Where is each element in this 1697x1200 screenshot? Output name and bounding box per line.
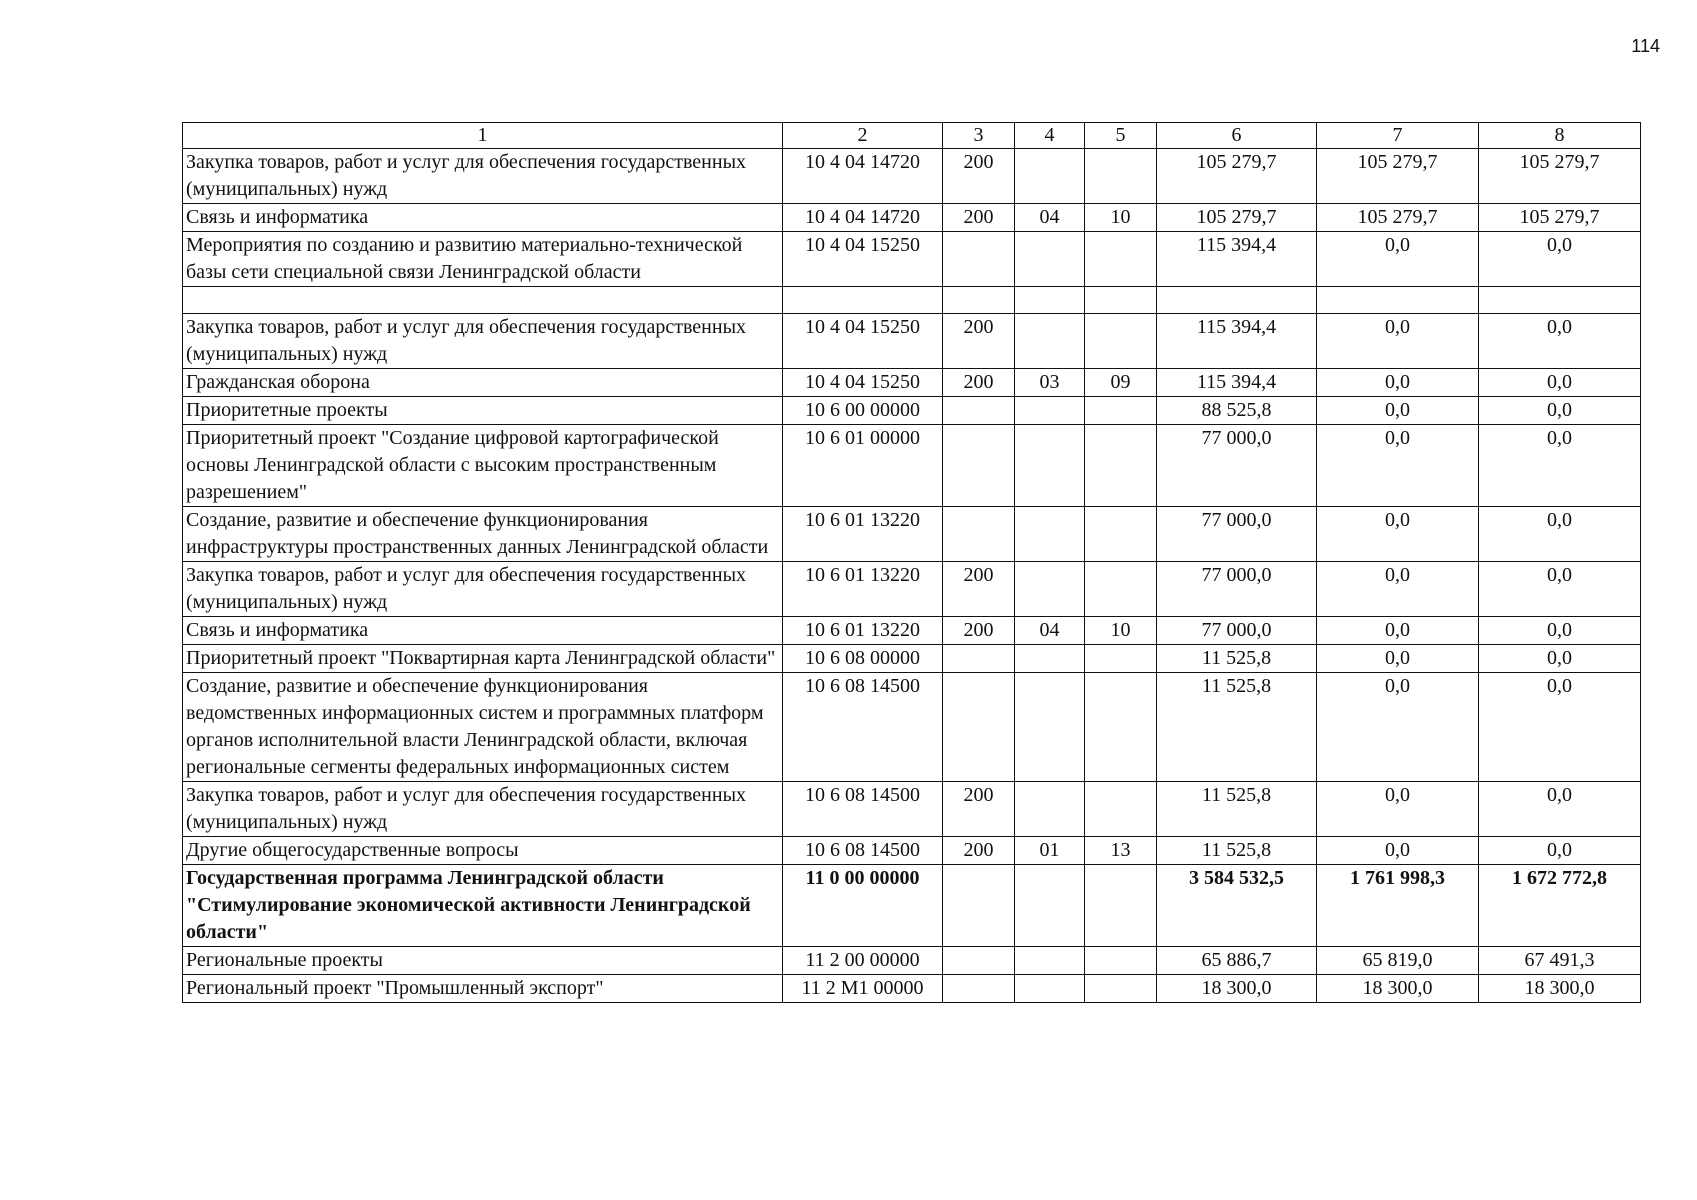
row-vr-cell	[943, 507, 1015, 562]
row-vr-cell: 200	[943, 562, 1015, 617]
header-cell: 4	[1015, 123, 1085, 149]
row-amount-cell: 105 279,7	[1479, 204, 1641, 232]
row-amount-cell: 0,0	[1317, 645, 1479, 673]
row-amount-cell: 115 394,4	[1157, 314, 1317, 369]
row-rz-cell	[1015, 507, 1085, 562]
row-amount-cell: 77 000,0	[1157, 425, 1317, 507]
row-code-cell: 11 2 M1 00000	[783, 975, 943, 1003]
row-amount-cell: 105 279,7	[1157, 204, 1317, 232]
row-vr-cell	[943, 645, 1015, 673]
row-code-cell: 10 4 04 15250	[783, 369, 943, 397]
row-vr-cell: 200	[943, 837, 1015, 865]
spacer-cell	[1317, 287, 1479, 314]
row-name-cell: Региональный проект "Промышленный экспорт"	[183, 975, 783, 1003]
header-cell: 5	[1085, 123, 1157, 149]
row-rz-cell	[1015, 425, 1085, 507]
row-amount-cell: 0,0	[1479, 562, 1641, 617]
row-amount-cell: 18 300,0	[1157, 975, 1317, 1003]
row-amount-cell: 88 525,8	[1157, 397, 1317, 425]
table-row	[183, 397, 1641, 425]
row-amount-cell: 77 000,0	[1157, 562, 1317, 617]
row-pr-cell	[1085, 865, 1157, 947]
row-amount-cell: 105 279,7	[1317, 149, 1479, 204]
row-rz-cell: 04	[1015, 204, 1085, 232]
row-amount-cell: 0,0	[1317, 369, 1479, 397]
row-vr-cell	[943, 425, 1015, 507]
row-code-cell: 11 0 00 00000	[783, 865, 943, 947]
row-vr-cell	[943, 232, 1015, 287]
row-amount-cell: 0,0	[1317, 837, 1479, 865]
row-name-cell: Закупка товаров, работ и услуг для обеспечения государственных (муниципальных) нужд	[183, 314, 783, 369]
row-amount-cell: 65 819,0	[1317, 947, 1479, 975]
row-pr-cell: 13	[1085, 837, 1157, 865]
row-code-cell: 10 4 04 14720	[783, 149, 943, 204]
row-rz-cell	[1015, 562, 1085, 617]
row-vr-cell	[943, 397, 1015, 425]
header-cell: 3	[943, 123, 1015, 149]
spacer-cell	[783, 287, 943, 314]
row-pr-cell	[1085, 232, 1157, 287]
row-code-cell: 11 2 00 00000	[783, 947, 943, 975]
row-code-cell: 10 6 01 13220	[783, 562, 943, 617]
row-amount-cell: 11 525,8	[1157, 837, 1317, 865]
row-rz-cell	[1015, 865, 1085, 947]
row-vr-cell	[943, 673, 1015, 782]
row-amount-cell: 0,0	[1479, 645, 1641, 673]
page-number: 114	[1631, 36, 1660, 56]
row-amount-cell: 11 525,8	[1157, 645, 1317, 673]
row-amount-cell: 11 525,8	[1157, 673, 1317, 782]
row-pr-cell	[1085, 645, 1157, 673]
row-name-cell: Связь и информатика	[183, 617, 783, 645]
row-rz-cell	[1015, 645, 1085, 673]
row-rz-cell	[1015, 673, 1085, 782]
row-code-cell: 10 6 08 14500	[783, 673, 943, 782]
row-code-cell: 10 6 08 00000	[783, 645, 943, 673]
row-name-cell: Государственная программа Ленинградской области "Стимулирование экономической активности Ленинградской области"	[183, 865, 783, 947]
row-code-cell: 10 4 04 15250	[783, 232, 943, 287]
row-rz-cell	[1015, 397, 1085, 425]
row-rz-cell	[1015, 149, 1085, 204]
table-row	[183, 425, 1641, 507]
row-amount-cell: 18 300,0	[1317, 975, 1479, 1003]
row-amount-cell: 105 279,7	[1157, 149, 1317, 204]
spacer-row	[183, 287, 1641, 314]
table-row	[183, 645, 1641, 673]
row-rz-cell: 03	[1015, 369, 1085, 397]
row-pr-cell	[1085, 149, 1157, 204]
table-row	[183, 314, 1641, 369]
row-rz-cell	[1015, 782, 1085, 837]
table-row	[183, 865, 1641, 947]
row-rz-cell	[1015, 975, 1085, 1003]
row-amount-cell: 67 491,3	[1479, 947, 1641, 975]
spacer-cell	[1479, 287, 1641, 314]
row-amount-cell: 11 525,8	[1157, 782, 1317, 837]
row-pr-cell	[1085, 507, 1157, 562]
row-code-cell: 10 6 08 14500	[783, 782, 943, 837]
row-name-cell: Создание, развитие и обеспечение функционирования инфраструктуры пространственных данных Ленинградской области	[183, 507, 783, 562]
row-amount-cell: 0,0	[1479, 617, 1641, 645]
row-rz-cell	[1015, 314, 1085, 369]
row-vr-cell	[943, 947, 1015, 975]
row-pr-cell	[1085, 782, 1157, 837]
row-vr-cell	[943, 975, 1015, 1003]
row-rz-cell	[1015, 232, 1085, 287]
header-cell: 6	[1157, 123, 1317, 149]
header-cell: 1	[183, 123, 783, 149]
row-amount-cell: 0,0	[1317, 562, 1479, 617]
header-cell: 8	[1479, 123, 1641, 149]
row-name-cell: Гражданская оборона	[183, 369, 783, 397]
row-amount-cell: 0,0	[1317, 397, 1479, 425]
row-name-cell: Региональные проекты	[183, 947, 783, 975]
table-row	[183, 837, 1641, 865]
row-amount-cell: 0,0	[1479, 837, 1641, 865]
row-amount-cell: 0,0	[1317, 232, 1479, 287]
row-name-cell: Закупка товаров, работ и услуг для обеспечения государственных (муниципальных) нужд	[183, 782, 783, 837]
row-pr-cell	[1085, 673, 1157, 782]
row-amount-cell: 77 000,0	[1157, 617, 1317, 645]
header-cell: 2	[783, 123, 943, 149]
row-amount-cell: 0,0	[1479, 507, 1641, 562]
row-pr-cell	[1085, 425, 1157, 507]
row-pr-cell	[1085, 947, 1157, 975]
row-name-cell: Создание, развитие и обеспечение функционирования ведомственных информационных систем и программных платформ органов исполнительной власти Ленинградской области, включая региональные сегменты федеральных информационных систем	[183, 673, 783, 782]
row-rz-cell: 01	[1015, 837, 1085, 865]
row-amount-cell: 1 761 998,3	[1317, 865, 1479, 947]
row-pr-cell: 10	[1085, 617, 1157, 645]
table-row	[183, 673, 1641, 782]
row-pr-cell	[1085, 314, 1157, 369]
row-code-cell: 10 6 01 13220	[783, 507, 943, 562]
spacer-cell	[1085, 287, 1157, 314]
row-rz-cell	[1015, 947, 1085, 975]
row-name-cell: Закупка товаров, работ и услуг для обеспечения государственных (муниципальных) нужд	[183, 149, 783, 204]
row-name-cell: Приоритетный проект "Создание цифровой картографической основы Ленинградской области с высоким пространственным разрешением"	[183, 425, 783, 507]
table-body	[183, 123, 1641, 1003]
table-row	[183, 149, 1641, 204]
budget-table	[182, 122, 1641, 1003]
row-code-cell: 10 6 00 00000	[783, 397, 943, 425]
row-amount-cell: 0,0	[1317, 673, 1479, 782]
row-code-cell: 10 6 01 00000	[783, 425, 943, 507]
row-amount-cell: 0,0	[1479, 425, 1641, 507]
row-name-cell: Связь и информатика	[183, 204, 783, 232]
row-amount-cell: 0,0	[1317, 314, 1479, 369]
row-name-cell: Закупка товаров, работ и услуг для обеспечения государственных (муниципальных) нужд	[183, 562, 783, 617]
row-amount-cell: 65 886,7	[1157, 947, 1317, 975]
row-rz-cell: 04	[1015, 617, 1085, 645]
row-code-cell: 10 4 04 14720	[783, 204, 943, 232]
row-pr-cell: 10	[1085, 204, 1157, 232]
row-code-cell: 10 6 01 13220	[783, 617, 943, 645]
row-pr-cell	[1085, 397, 1157, 425]
row-amount-cell: 0,0	[1479, 232, 1641, 287]
row-name-cell: Мероприятия по созданию и развитию материально-технической базы сети специальной связи Ленинградской области	[183, 232, 783, 287]
table-row	[183, 562, 1641, 617]
row-amount-cell: 0,0	[1317, 782, 1479, 837]
row-amount-cell: 18 300,0	[1479, 975, 1641, 1003]
table-row	[183, 975, 1641, 1003]
row-vr-cell: 200	[943, 314, 1015, 369]
row-amount-cell: 0,0	[1317, 507, 1479, 562]
row-vr-cell: 200	[943, 782, 1015, 837]
row-vr-cell: 200	[943, 617, 1015, 645]
row-amount-cell: 0,0	[1479, 782, 1641, 837]
table-row	[183, 617, 1641, 645]
table-row	[183, 232, 1641, 287]
row-pr-cell	[1085, 975, 1157, 1003]
row-amount-cell: 0,0	[1479, 314, 1641, 369]
row-amount-cell: 0,0	[1317, 425, 1479, 507]
row-name-cell: Приоритетные проекты	[183, 397, 783, 425]
row-amount-cell: 115 394,4	[1157, 232, 1317, 287]
spacer-cell	[1015, 287, 1085, 314]
table-row	[183, 507, 1641, 562]
table-row	[183, 204, 1641, 232]
table-row	[183, 947, 1641, 975]
spacer-cell	[943, 287, 1015, 314]
table-header-row	[183, 123, 1641, 149]
row-amount-cell: 0,0	[1479, 397, 1641, 425]
row-name-cell: Приоритетный проект "Поквартирная карта Ленинградской области"	[183, 645, 783, 673]
row-amount-cell: 105 279,7	[1479, 149, 1641, 204]
row-vr-cell: 200	[943, 149, 1015, 204]
row-pr-cell	[1085, 562, 1157, 617]
row-vr-cell: 200	[943, 369, 1015, 397]
row-code-cell: 10 6 08 14500	[783, 837, 943, 865]
row-code-cell: 10 4 04 15250	[783, 314, 943, 369]
row-amount-cell: 77 000,0	[1157, 507, 1317, 562]
row-vr-cell	[943, 865, 1015, 947]
row-amount-cell: 105 279,7	[1317, 204, 1479, 232]
table-row	[183, 369, 1641, 397]
row-name-cell: Другие общегосударственные вопросы	[183, 837, 783, 865]
row-pr-cell: 09	[1085, 369, 1157, 397]
spacer-cell	[183, 287, 783, 314]
row-amount-cell: 0,0	[1479, 673, 1641, 782]
header-cell: 7	[1317, 123, 1479, 149]
row-amount-cell: 115 394,4	[1157, 369, 1317, 397]
spacer-cell	[1157, 287, 1317, 314]
row-amount-cell: 1 672 772,8	[1479, 865, 1641, 947]
row-amount-cell: 0,0	[1317, 617, 1479, 645]
row-vr-cell: 200	[943, 204, 1015, 232]
table-row	[183, 782, 1641, 837]
row-amount-cell: 0,0	[1479, 369, 1641, 397]
row-amount-cell: 3 584 532,5	[1157, 865, 1317, 947]
